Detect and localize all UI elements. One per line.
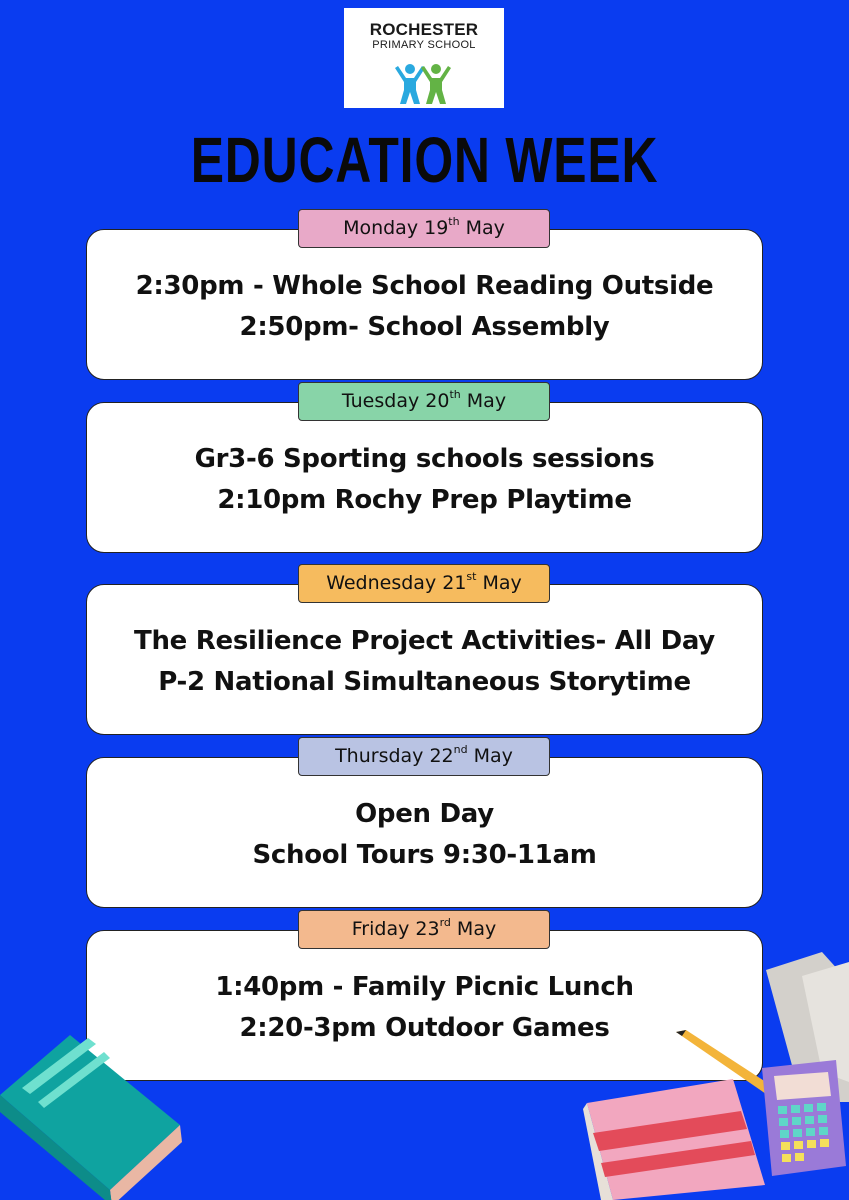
event-line: School Tours 9:30-11am xyxy=(252,840,597,870)
month: May xyxy=(467,745,513,767)
calculator-icon xyxy=(758,1060,849,1180)
event-line: The Resilience Project Activities- All Day xyxy=(134,626,715,656)
event-line: 2:50pm- School Assembly xyxy=(239,312,610,342)
event-line: Open Day xyxy=(355,799,494,829)
school-logo xyxy=(344,8,504,108)
day-label-wednesday xyxy=(298,564,550,603)
weekday: Monday xyxy=(343,217,425,239)
date: 22 xyxy=(429,745,454,767)
day-card-wednesday xyxy=(86,584,763,735)
logo-subtitle: PRIMARY SCHOOL xyxy=(372,39,476,51)
weekday: Thursday xyxy=(335,745,430,767)
book-stack-icon xyxy=(583,1075,773,1200)
day-label-friday xyxy=(298,910,550,949)
event-list xyxy=(87,794,762,876)
date: 20 xyxy=(425,390,450,412)
event-line: Gr3-6 Sporting schools sessions xyxy=(194,444,655,474)
event-line: P-2 National Simultaneous Storytime xyxy=(158,667,691,697)
day-card-tuesday xyxy=(86,402,763,553)
month: May xyxy=(476,572,522,594)
event-list xyxy=(87,266,762,348)
event-line: 2:20-3pm Outdoor Games xyxy=(239,1013,610,1043)
month: May xyxy=(460,390,507,412)
date: 23 xyxy=(415,918,440,940)
event-line: 2:10pm Rochy Prep Playtime xyxy=(217,485,632,515)
date: 21 xyxy=(442,572,467,594)
event-line: 2:30pm - Whole School Reading Outside xyxy=(135,271,714,301)
weekday: Wednesday xyxy=(326,572,443,594)
date-suffix: st xyxy=(466,570,477,583)
date-suffix: th xyxy=(448,215,460,228)
day-card-monday xyxy=(86,229,763,380)
weekday: Friday xyxy=(351,918,416,940)
day-card-thursday xyxy=(86,757,763,908)
day-label-thursday xyxy=(298,737,550,776)
page-title: EDUCATION WEEK xyxy=(190,124,659,196)
day-label-tuesday xyxy=(298,382,550,421)
month: May xyxy=(450,918,497,940)
date-suffix: rd xyxy=(439,916,451,929)
weekday: Tuesday xyxy=(341,390,426,412)
two-children-icon xyxy=(392,62,456,106)
event-list xyxy=(87,621,762,703)
date: 19 xyxy=(424,217,449,239)
book-icon xyxy=(0,1030,190,1200)
day-label-monday xyxy=(298,209,550,248)
event-list xyxy=(87,439,762,521)
date-suffix: th xyxy=(449,388,461,401)
event-line: 1:40pm - Family Picnic Lunch xyxy=(215,972,634,1002)
logo-name: ROCHESTER xyxy=(369,20,479,39)
month: May xyxy=(459,217,505,239)
date-suffix: nd xyxy=(453,743,468,756)
